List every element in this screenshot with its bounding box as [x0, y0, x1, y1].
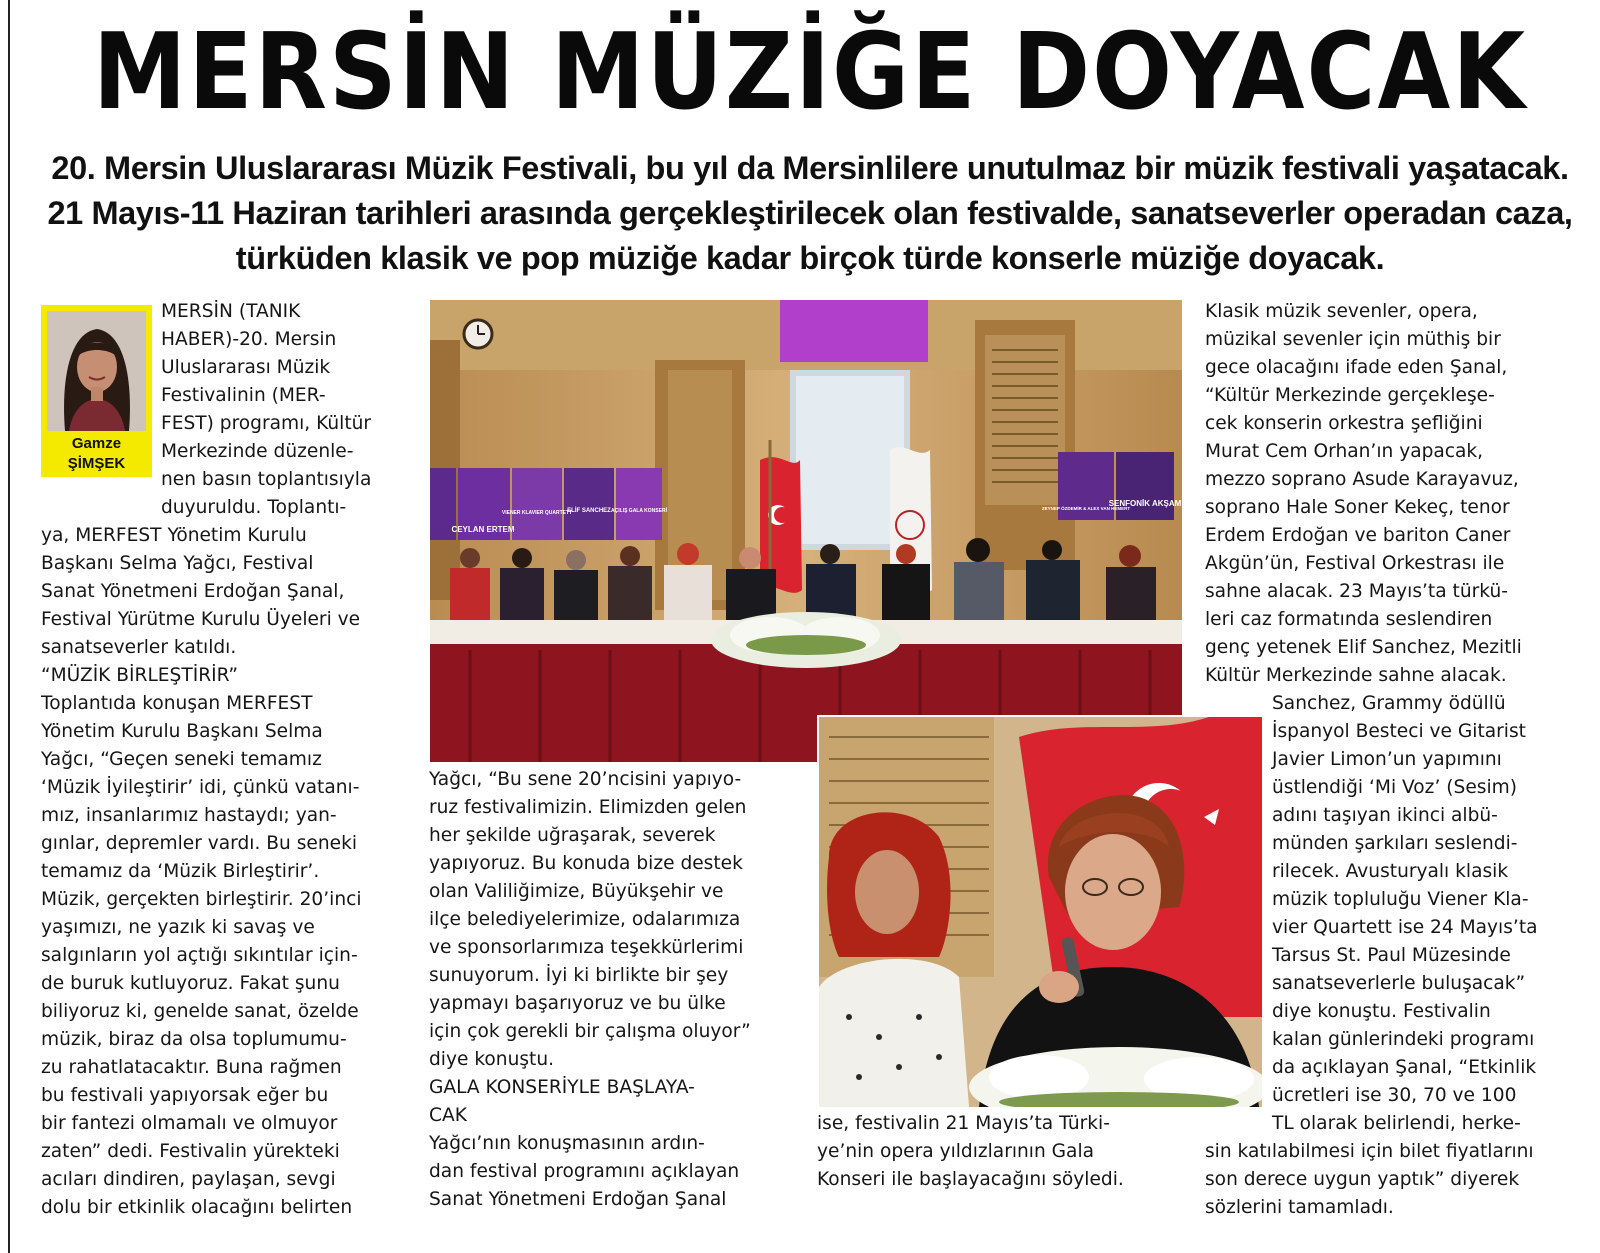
article-col2 — [429, 766, 751, 1214]
author-photo — [47, 311, 146, 431]
text-line: ya, MERFEST Yönetim Kurulu — [41, 525, 307, 546]
text-line: Yönetim Kurulu Başkanı Selma — [41, 721, 323, 742]
text-line: ‘Müzik İyileştirir’ idi, çünkü vatanı- — [41, 777, 360, 798]
text-line: Yağcı’nın konuşmasının ardın- — [429, 1133, 705, 1154]
text-line: duyuruldu. Toplantı- — [161, 497, 347, 518]
text-line: ruz festivalimizin. Elimizden gelen — [429, 797, 747, 818]
text-line: Yağcı, “Geçen seneki temamız — [41, 749, 322, 770]
poster-label: CEYLAN ERTEM — [451, 525, 515, 534]
text-line: sözlerini tamamladı. — [1205, 1197, 1394, 1218]
text-line: mız, insanlarımız hastaydı; yan- — [41, 805, 337, 826]
text-line: bu festivali yapıyorsak eğer bu — [41, 1085, 329, 1106]
text-line: Festival Yürütme Kurulu Üyeleri ve — [41, 609, 361, 630]
text-line: mezzo soprano Asude Karayavuz, — [1205, 469, 1519, 490]
text-line: müzikal sevenler için müthiş bir — [1205, 329, 1501, 350]
poster-label: ELİF SANCHEZ — [567, 508, 611, 514]
text-line: münden şarkıları seslendi- — [1272, 833, 1518, 854]
text-line: Başkanı Selma Yağcı, Festival — [41, 553, 314, 574]
text-line: leri caz formatında seslendiren — [1205, 609, 1493, 630]
text-line: TL olarak belirlendi, herke- — [1272, 1113, 1521, 1134]
text-line: Klasik müzik sevenler, opera, — [1205, 301, 1478, 322]
text-line: gınlar, depremler vardı. Bu seneki — [41, 833, 358, 854]
text-line: Sanat Yönetmeni Erdoğan Şanal, — [41, 581, 345, 602]
text-line: soprano Hale Soner Kekeç, tenor — [1205, 497, 1510, 518]
text-line: olan Valiliğimize, Büyükşehir ve — [429, 881, 724, 902]
text-line: cek konserin orkestra şefliğini — [1205, 413, 1483, 434]
speaker-photo — [817, 715, 1262, 1107]
article-col1-bottom — [41, 522, 362, 1222]
article-col1-top — [161, 298, 371, 522]
text-line: de buruk kutluyoruz. Fakat şunu — [41, 973, 340, 994]
text-line: HABER)-20. Mersin — [161, 329, 337, 350]
text-line: dan festival programını açıklayan — [429, 1161, 740, 1182]
text-line: salgınların yol açtığı sıkıntılar için- — [41, 945, 358, 966]
text-line: dolu bir etkinlik olacağını belirten — [41, 1197, 353, 1218]
headline: MERSİN MÜZİĞE DOYACAK — [92, 11, 1528, 134]
text-line: Müzik, gerçekten birleştirir. 20’inci — [41, 889, 362, 910]
text-line: sunuyorum. İyi ki birlikte bir şey — [429, 965, 729, 986]
text-line: MERSİN (TANIK — [161, 301, 301, 322]
text-line: İspanyol Besteci ve Gitarist — [1272, 721, 1526, 742]
text-line: Sanchez, Grammy ödüllü — [1272, 693, 1506, 714]
text-line: gece olacağını ifade eden Şanal, — [1205, 357, 1508, 378]
text-line: da açıklayan Şanal, “Etkinlik — [1272, 1057, 1537, 1078]
text-line: Akgün’ün, Festival Orkestrası ile — [1205, 553, 1505, 574]
text-line: müzik topluluğu Viener Kla- — [1272, 889, 1529, 910]
text-line: sanatseverlerle buluşacak” — [1272, 973, 1526, 994]
text-line: genç yetenek Elif Sanchez, Mezitli — [1205, 637, 1522, 658]
text-line: müzik, biraz da olsa toplumumu- — [41, 1029, 347, 1050]
article-col4-top — [1205, 298, 1522, 690]
text-line: Erdem Erdoğan ve bariton Caner — [1205, 525, 1511, 546]
subheading: GALA KONSERİYLE BAŞLAYA- — [429, 1077, 695, 1098]
text-line: ve sponsorlarımıza teşekkürlerimi — [429, 937, 744, 958]
text-line: yapmayı başarıyoruz ve bu ülke — [429, 993, 726, 1014]
text-line: “Kültür Merkezinde gerçekleşe- — [1205, 385, 1495, 406]
author-first-name: Gamze — [71, 435, 122, 452]
poster-label: VIENER KLAVIER QUARTETT — [501, 510, 573, 516]
deck-line: türküden klasik ve pop müziğe kadar birçok türde konserle müziğe doyacak. — [235, 240, 1385, 276]
text-line: Sanat Yönetmeni Erdoğan Şanal — [429, 1189, 727, 1210]
text-line: diye konuştu. Festivalin — [1272, 1001, 1491, 1022]
text-line: yaşımızı, ne yazık ki savaş ve — [41, 917, 315, 938]
author-portrait — [41, 305, 152, 477]
text-line: yapıyoruz. Bu konuda bize destek — [429, 853, 743, 874]
text-line: FEST) programı, Kültür — [161, 413, 372, 434]
text-line: kalan günlerindeki programı — [1272, 1029, 1535, 1050]
deck-line: 21 Mayıs-11 Haziran tarihleri arasında gerçekleştirilecek olan festivalde, sanatseverler operadan caza, — [47, 195, 1573, 231]
text-line: için çok gerekli bir çalışma oluyor” — [429, 1021, 751, 1042]
text-line: ise, festivalin 21 Mayıs’ta Türki- — [817, 1113, 1110, 1134]
text-line: diye konuştu. — [429, 1049, 555, 1070]
author-last-name: ŞİMŞEK — [67, 455, 126, 472]
text-line: Toplantıda konuşan MERFEST — [41, 693, 313, 714]
subheading: CAK — [429, 1105, 467, 1126]
text-line: her şekilde uğraşarak, severek — [429, 825, 716, 846]
subheading: “MÜZİK BİRLEŞTİRİR” — [41, 665, 238, 686]
text-line: zu rahatlatacaktır. Buna rağmen — [41, 1057, 342, 1078]
press-conference-photo — [430, 300, 1182, 762]
text-line: zaten” dedi. Festivalin yürekteki — [41, 1141, 340, 1162]
text-line: temamız da ‘Müzik Birleştirir’. — [41, 861, 320, 882]
poster-label: ZEYNEP ÖZDEMİR & ALEX VAN HEMERT — [1041, 506, 1131, 511]
text-line: sahne alacak. 23 Mayıs’ta türkü- — [1205, 581, 1508, 602]
text-line: Tarsus St. Paul Müzesinde — [1272, 945, 1511, 966]
text-line: ye’nin opera yıldızlarının Gala — [817, 1141, 1095, 1162]
text-line: Uluslararası Müzik — [161, 357, 331, 378]
column-rule — [8, 0, 10, 1253]
text-line: acıları dindiren, paylaşan, sevgi — [41, 1169, 336, 1190]
text-line: vier Quartett ise 24 Mayıs’ta — [1272, 917, 1538, 938]
text-line: sanatseverler katıldı. — [41, 637, 237, 658]
poster-label: AÇILIŞ GALA KONSERİ — [611, 508, 667, 514]
text-line: bir fantezi olmamalı ve olmuyor — [41, 1113, 338, 1134]
text-line: biliyoruz ki, genelde sanat, özelde — [41, 1001, 359, 1022]
text-line: Kültür Merkezinde sahne alacak. — [1205, 665, 1507, 686]
text-line: Festivalinin (MER- — [161, 385, 326, 406]
text-line: Merkezinde düzenle- — [161, 441, 354, 462]
deck-line: 20. Mersin Uluslararası Müzik Festivali, bu yıl da Mersinlilere unutulmaz bir müzik festivali yaşatacak. — [51, 150, 1569, 186]
text-line: ücretleri ise 30, 70 ve 100 — [1272, 1085, 1517, 1106]
poster-label: SENFONİK AKŞAM — [1108, 499, 1182, 508]
deck — [30, 146, 1590, 281]
text-line: sin katılabilmesi için bilet fiyatlarını — [1205, 1141, 1534, 1162]
article-col4-bottom — [1205, 1138, 1534, 1222]
text-line: Yağcı, “Bu sene 20’ncisini yapıyo- — [429, 769, 742, 790]
text-line: adını taşıyan ikinci albü- — [1272, 805, 1498, 826]
article-col4-narrow — [1272, 690, 1538, 1138]
text-line: Murat Cem Orhan’ın yapacak, — [1205, 441, 1484, 462]
text-line: ilçe belediyelerimize, odalarımıza — [429, 909, 741, 930]
text-line: Konseri ile başlayacağını söyledi. — [817, 1169, 1124, 1190]
text-line: üstlendiği ‘Mi Voz’ (Sesim) — [1272, 777, 1517, 798]
text-line: Javier Limon’un yapımını — [1272, 749, 1502, 770]
text-line: rilecek. Avusturyalı klasik — [1272, 861, 1509, 882]
text-line: son derece uygun yaptık” diyerek — [1205, 1169, 1520, 1190]
text-line: nen basın toplantısıyla — [161, 469, 372, 490]
article-col3 — [817, 1110, 1124, 1194]
